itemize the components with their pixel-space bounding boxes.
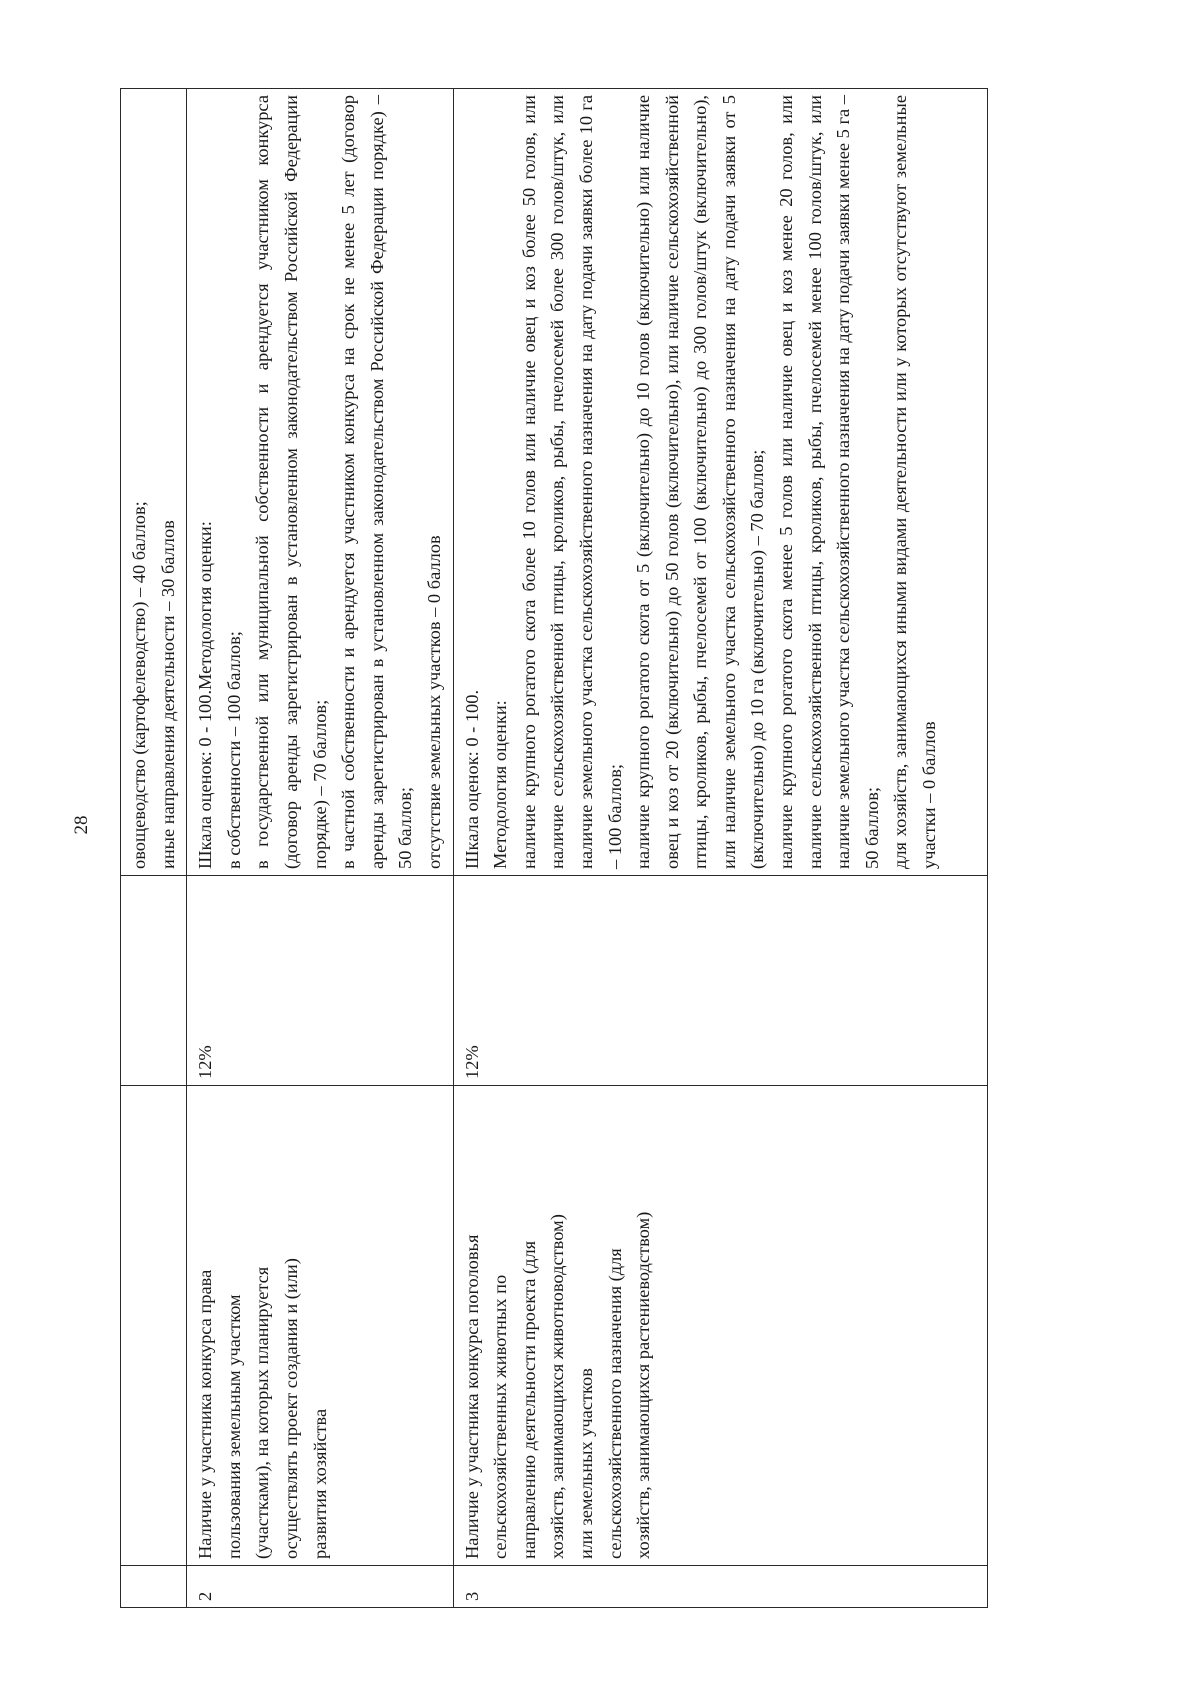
- scale-line: Шкала оценок: 0 - 100.Методология оценки:: [195, 521, 216, 869]
- table-row: [121, 89, 187, 1608]
- name-line: сельскохозяйственного назначения (для: [604, 1248, 625, 1559]
- criterion-weight: 12%: [187, 876, 453, 1086]
- name-line: хозяйств, занимающихся растениеводством): [633, 1211, 654, 1559]
- scale-line: наличие крупного рогатого скота от 5 (включительно) до 10 голов (включительно) или наличие овец и коз от 20 (включительно) до 50 голов (включительно), или наличие сельскохозяйственной птицы, кроликов, рыбы, пчелосемей от 100 (включительно) до 300 голов/штук (включительно), или наличие земельного участка сельскохозяйственного назначения на дату подачи заявки от 5 (включительно) до 10 га (включительно) – 70 баллов;: [633, 95, 768, 869]
- criterion-name: [121, 1086, 187, 1566]
- scale-line: иные направления деятельности – 30 баллов: [157, 520, 178, 869]
- criterion-scale: [187, 89, 453, 876]
- scale-line: Шкала оценок: 0 - 100.: [461, 689, 482, 869]
- criterion-scale: [121, 89, 187, 876]
- criterion-name: [187, 1086, 453, 1566]
- name-line: Наличие у участника конкурса права: [195, 1269, 216, 1559]
- name-line: или земельных участков: [575, 1368, 596, 1559]
- criteria-table: [120, 88, 988, 1608]
- row-number: 2: [187, 1566, 453, 1608]
- table-row: [187, 89, 453, 1608]
- name-line: направлению деятельности проекта (для: [518, 1240, 539, 1559]
- name-line: пользования земельным участком: [223, 1294, 244, 1559]
- criterion-name: [453, 1086, 987, 1566]
- name-line: хозяйств, занимающихся животноводством): [547, 1214, 568, 1559]
- scale-line: наличие крупного рогатого скота более 10 голов или наличие овец и коз более 50 голов, или наличие сельскохозяйственной птицы, кроликов, рыбы, пчелосемей более 300 голов/штук, или наличие земельного участка сельскохозяйственного назначения на дату подачи заявки более 10 га – 100 баллов;: [518, 95, 625, 869]
- name-line: (участками), на которых планируется: [252, 1266, 273, 1559]
- row-number: 3: [453, 1566, 987, 1608]
- name-line: развития хозяйства: [309, 1408, 330, 1559]
- criterion-weight: 12%: [453, 876, 987, 1086]
- name-line: Наличие у участника конкурса поголовья: [461, 1234, 482, 1559]
- name-line: сельскохозяйственных животных по: [490, 1274, 511, 1559]
- scale-line: Методология оценки:: [490, 700, 511, 869]
- scale-line: наличие крупного рогатого скота менее 5 голов или наличие овец и коз менее 20 голов, или наличие сельскохозяйственной птицы, кроликов, рыбы, пчелосемей менее 100 голов/штук, или наличие земельного участка сельскохозяйственного назначения на дату подачи заявки менее 5 га – 50 баллов;: [776, 95, 882, 869]
- rotated-table-wrapper: [120, 88, 988, 1608]
- name-line: осуществлять проект создания и (или): [280, 1258, 301, 1559]
- scale-line: овощеводство (картофелеводство) – 40 баллов;: [129, 501, 149, 869]
- criterion-scale: [453, 89, 987, 876]
- scale-line: для хозяйств, занимающихся иными видами деятельности или у которых отсутствуют земельные участки – 0 баллов: [890, 95, 940, 869]
- page-number: 28: [71, 815, 92, 835]
- scale-line: в государственной или муниципальной собственности и арендуется участником конкурса (договор аренды зарегистрирован в установленном законодательством Российской Федерации порядке) – 70 баллов;: [252, 95, 330, 869]
- criterion-weight: [121, 876, 187, 1086]
- scale-line: в собственности – 100 баллов;: [223, 631, 244, 869]
- scale-line: отсутствие земельных участков – 0 баллов: [423, 535, 444, 869]
- table-row: [453, 89, 987, 1608]
- row-number: [121, 1566, 187, 1608]
- scale-line: в частной собственности и арендуется участником конкурса на срок не менее 5 лет (договор аренды зарегистрирован в установленном законодательством Российской Федерации порядке) – 50 баллов;: [338, 95, 416, 869]
